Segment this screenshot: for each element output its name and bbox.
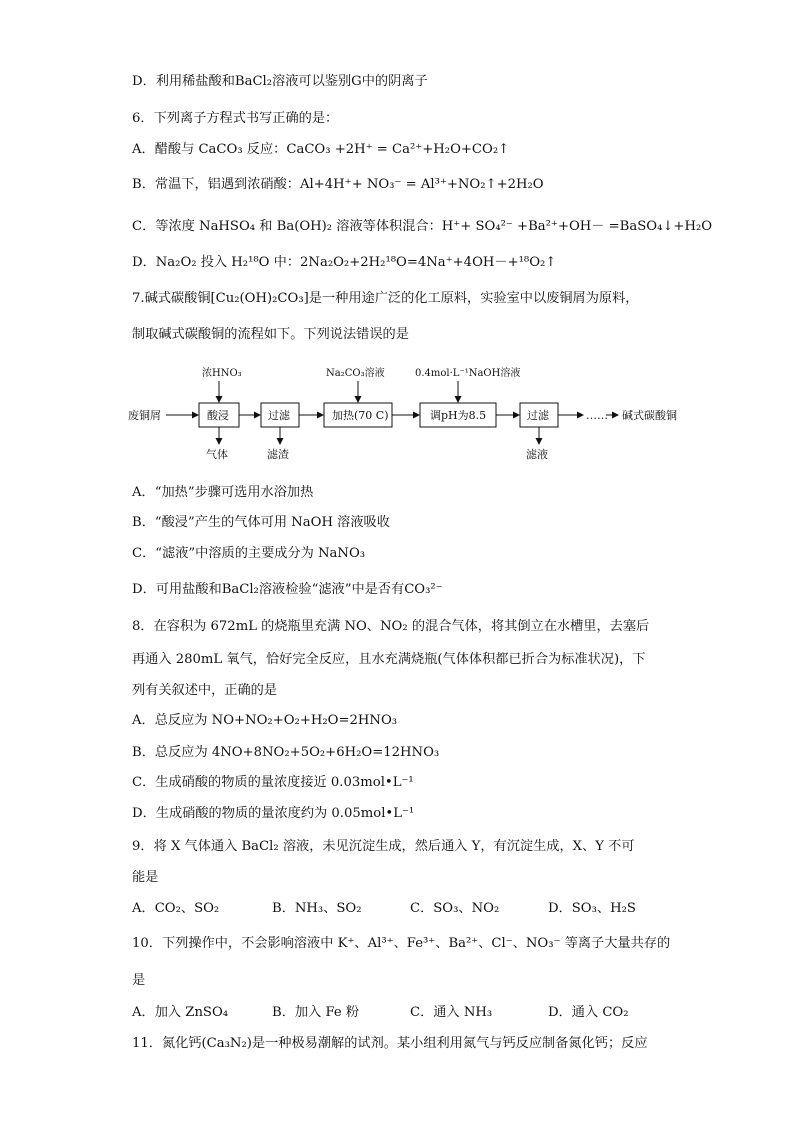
q9-option-a: A．CO₂、SO₂: [132, 901, 220, 916]
flow-step-acid-leach: 酸浸: [207, 409, 229, 422]
q9-option-b: B．NH₃、SO₂: [272, 901, 362, 916]
q9-option-d: D．SO₃、H₂S: [548, 901, 636, 916]
question-8-stem-line3: 列有关叙述中，正确的是: [132, 683, 278, 698]
q10-option-d: D．通入 CO₂: [548, 1005, 629, 1020]
flow-step-heat: 加热(70 C): [332, 409, 389, 422]
flow-input-naoh: 0.4mol·L⁻¹NaOH溶液: [415, 368, 521, 379]
question-7-stem-line1: 7.碱式碳酸铜[Cu₂(OH)₂CO₃]是一种用途广泛的化工原料，实验室中以废铜屑为原料，: [132, 291, 639, 306]
question-11-stem: 11．氮化钙(Ca₃N₂)是一种极易潮解的试剂。某小组利用氮气与钙反应制备氮化钙；反应: [132, 1036, 648, 1051]
question-10-stem-line2: 是: [132, 973, 146, 988]
question-7-stem-line2: 制取碱式碳酸铜的流程如下。下列说法错误的是: [132, 327, 409, 342]
q10-option-b: B．加入 Fe 粉: [272, 1005, 360, 1020]
question-10-stem-line1: 10．下列操作中，不会影响溶液中 K⁺、Al³⁺、Fe³⁺、Ba²⁺、Cl⁻、NO₃⁻ 等离子大量共存的: [132, 936, 671, 951]
flow-input-hno3: 浓HNO₃: [202, 368, 242, 379]
q7-option-c: C．“滤液”中溶质的主要成分为 NaNO₃: [132, 546, 366, 561]
q9-options-row: [132, 900, 662, 918]
flowchart: [128, 362, 694, 461]
flow-step-filter-2: 过滤: [527, 409, 549, 422]
flow-output-filtrate: 滤液: [526, 448, 548, 461]
q6-option-d: D．Na₂O₂ 投入 H₂¹⁸O 中：2Na₂O₂+2H₂¹⁸O=4Na⁺+4OH－+¹⁸O₂↑: [132, 255, 557, 270]
q6-option-c: C．等浓度 NaHSO₄ 和 Ba(OH)₂ 溶液等体积混合：H⁺+ SO₄²⁻ +Ba²⁺+OH－ =BaSO₄↓+H₂O: [132, 219, 713, 234]
question-8-stem-line1: 8．在容积为 672mL 的烧瓶里充满 NO、NO₂ 的混合气体，将其倒立在水槽里，去塞后: [132, 619, 650, 634]
flow-output-gas: 气体: [206, 448, 228, 461]
question-9-stem-line1: 9．将 X 气体通入 BaCl₂ 溶液，未见沉淀生成，然后通入 Y，有沉淀生成，X、Y 不可: [132, 839, 635, 854]
flow-step-adjust-ph: 调pH为8.5: [430, 409, 487, 422]
flow-ellipsis: ……: [586, 409, 608, 422]
flow-input-na2co3: Na₂CO₃溶液: [326, 368, 385, 379]
question-9-stem-line2: 能是: [132, 870, 159, 885]
q10-options-row: [132, 1004, 662, 1022]
q6-option-a: A．醋酸与 CaCO₃ 反应：CaCO₃ +2H⁺ = Ca²⁺+H₂O+CO₂↑: [132, 142, 510, 157]
q7-option-a: A．“加热”步骤可选用水浴加热: [132, 485, 314, 500]
q8-option-c: C．生成硝酸的物质的量浓度接近 0.03mol•L⁻¹: [132, 775, 414, 790]
q8-option-a: A．总反应为 NO+NO₂+O₂+H₂O=2HNO₃: [132, 713, 398, 728]
q10-option-c: C．通入 NH₃: [410, 1005, 493, 1020]
q9-option-c: C．SO₃、NO₂: [410, 901, 500, 916]
q7-option-b: B．“酸浸”产生的气体可用 NaOH 溶液吸收: [132, 515, 390, 530]
q5-option-d: D．利用稀盐酸和BaCl₂溶液可以鉴别G中的阴离子: [132, 74, 428, 89]
question-8-stem-line2: 再通入 280mL 氧气，恰好完全反应，且水充满烧瓶(气体体积都已折合为标准状况)，下: [132, 652, 646, 667]
q6-option-b: B．常温下，铝遇到浓硝酸：Al+4H⁺+ NO₃⁻ = Al³⁺+NO₂↑+2H₂O: [132, 177, 544, 192]
flow-product-label: 碱式碳酸铜: [622, 409, 677, 422]
flow-start-label: 废铜屑: [128, 409, 161, 422]
q10-option-a: A．加入 ZnSO₄: [132, 1005, 229, 1020]
flow-output-residue: 滤渣: [267, 448, 289, 461]
q8-option-b: B．总反应为 4NO+8NO₂+5O₂+6H₂O=12HNO₃: [132, 745, 440, 760]
flow-step-filter-1: 过滤: [268, 409, 290, 422]
q8-option-d: D．生成硝酸的物质的量浓度约为 0.05mol•L⁻¹: [132, 806, 415, 821]
q7-option-d: D．可用盐酸和BaCl₂溶液检验“滤液”中是否有CO₃²⁻: [132, 582, 443, 597]
question-6-stem: 6．下列离子方程式书写正确的是：: [132, 111, 339, 126]
